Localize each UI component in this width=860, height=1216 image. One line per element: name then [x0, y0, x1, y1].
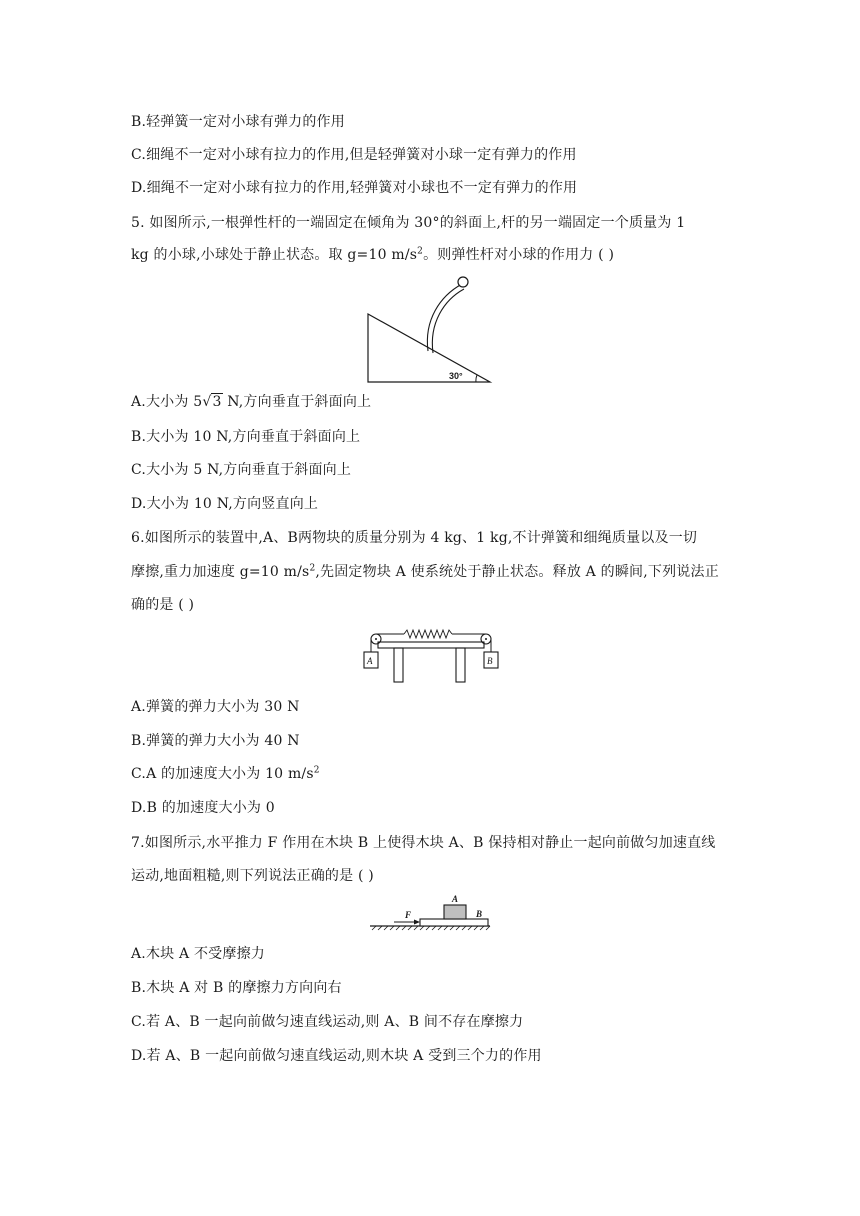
q6-stem-line2: 摩擦,重力加速度 g=10 $m/s^2$,先固定物块 A 使系统处于静止状态。释放 A 的瞬间,下列说法正 [131, 563, 719, 580]
q7-stem-line2: 运动,地面粗糙,则下列说法正确的是 ( ) [131, 868, 374, 884]
q5-angle-label: 30° [449, 371, 463, 381]
q6-option-c: C.A 的加速度大小为 10 $m/s^2$ [131, 765, 320, 782]
q5-option-d: D.大小为 10 N,方向竖直向上 [131, 496, 319, 512]
q7-option-d: D.若 A、B 一起向前做匀速直线运动,则木块 A 受到三个力的作用 [131, 1048, 542, 1064]
q7-option-a: A.木块 A 不受摩擦力 [131, 946, 265, 962]
q4-option-b: B.轻弹簧一定对小球有弹力的作用 [131, 114, 345, 130]
q6-option-b: B.弹簧的弹力大小为 40 N [131, 733, 300, 749]
q6-option-d: D.B 的加速度大小为 0 [131, 800, 275, 816]
q5-stem-line2: kg 的小球,小球处于静止状态。取 g=10 $m/s^2$。则弹性杆对小球的作用力 ( ) [131, 246, 615, 263]
q5-stem-line1: 5. 如图所示,一根弹性杆的一端固定在倾角为 30°的斜面上,杆的另一端固定一个质量为 1 [131, 215, 686, 231]
q7-option-b: B.木块 A 对 B 的摩擦力方向向右 [131, 980, 342, 996]
q4-option-c: C.细绳不一定对小球有拉力的作用,但是轻弹簧对小球一定有弹力的作用 [131, 147, 577, 163]
q7-blocks-figure [368, 892, 492, 932]
q7-label-b: B [476, 909, 483, 919]
q6-label-b: B [487, 656, 493, 666]
q7-option-c: C.若 A、B 一起向前做匀速直线运动,则 A、B 间不存在摩擦力 [131, 1014, 524, 1030]
q7-stem-line1: 7.如图所示,水平推力 F 作用在木块 B 上使得木块 A、B 保持相对静止一起向前做匀加速直线 [131, 835, 716, 851]
q6-stem-line3: 确的是 ( ) [131, 597, 195, 613]
q7-label-f: F [405, 910, 412, 920]
q4-option-d: D.细绳不一定对小球有拉力的作用,轻弹簧对小球也不一定有弹力的作用 [131, 180, 578, 196]
q6-pulley-figure [358, 628, 504, 686]
q7-label-a: A [452, 894, 459, 904]
q6-label-a: A [367, 656, 373, 666]
q6-option-a: A.弹簧的弹力大小为 30 N [131, 699, 300, 715]
q5-option-c: C.大小为 5 N,方向垂直于斜面向上 [131, 462, 352, 478]
q5-option-b: B.大小为 10 N,方向垂直于斜面向上 [131, 429, 361, 445]
q5-incline-figure [360, 268, 500, 388]
q5-option-a: A.大小为 5√3 N,方向垂直于斜面向上 [131, 394, 372, 410]
q6-stem-line1: 6.如图所示的装置中,A、B两物块的质量分别为 4 kg、1 kg,不计弹簧和细绳质量以及一切 [131, 530, 698, 546]
